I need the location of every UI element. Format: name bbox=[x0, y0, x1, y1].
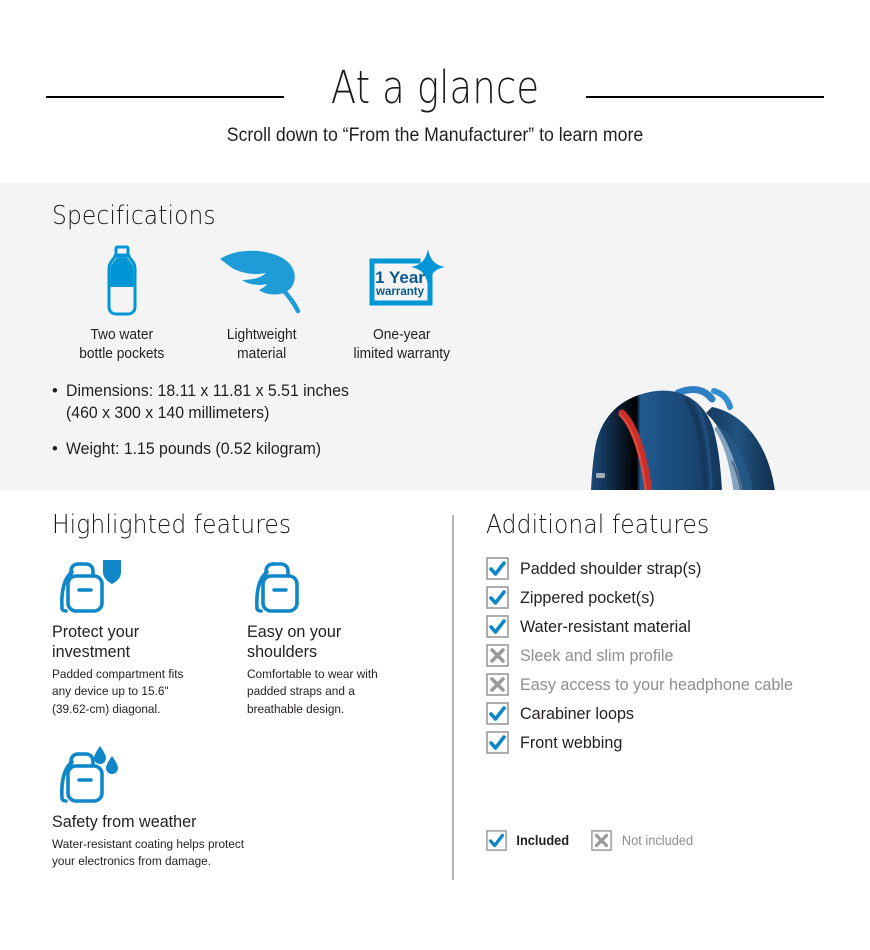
backpack-droplets-icon bbox=[52, 742, 382, 806]
checkmark-icon bbox=[486, 557, 509, 580]
legend-cross-icon bbox=[591, 830, 612, 851]
checklist-item bbox=[486, 699, 866, 728]
title-rule-right bbox=[586, 96, 824, 98]
highlighted-features-row-1 bbox=[52, 552, 442, 718]
warranty-badge-line2: warranty bbox=[376, 286, 424, 298]
bullet-dot: • bbox=[52, 382, 58, 400]
additional-features-heading: Additional features bbox=[486, 510, 710, 540]
checklist-label: Front webbing bbox=[520, 732, 623, 752]
specifications-bullet-list bbox=[52, 381, 452, 475]
feature-desc-line2: your electronics from damage. bbox=[52, 854, 212, 869]
additional-features-list bbox=[486, 554, 866, 757]
feature-desc-line2: any device up to 15.6" bbox=[52, 684, 169, 699]
specifications-icon-row bbox=[52, 245, 472, 363]
checklist-item bbox=[486, 554, 866, 583]
feature-desc-line3: breathable design. bbox=[247, 701, 345, 716]
spec-label-line1: One-year bbox=[373, 327, 431, 343]
spec-label-line2: limited warranty bbox=[353, 345, 451, 362]
checklist-label: Padded shoulder strap(s) bbox=[520, 558, 702, 578]
water-droplet bbox=[94, 746, 106, 764]
checklist-item bbox=[486, 670, 866, 699]
column-divider bbox=[452, 515, 454, 880]
checkmark-icon bbox=[486, 731, 509, 754]
legend-checkmark-icon bbox=[486, 830, 507, 851]
checkmark-icon bbox=[486, 586, 509, 609]
title-rule-left bbox=[46, 96, 284, 98]
feature-title bbox=[52, 622, 237, 662]
shield-badge bbox=[103, 560, 121, 584]
checklist-label: Zippered pocket(s) bbox=[520, 587, 655, 607]
spec-item-water-bottle bbox=[52, 245, 192, 363]
feature-desc-line1: Water-resistant coating helps protect bbox=[52, 837, 245, 852]
title-row bbox=[0, 58, 870, 116]
spec-bullet-line1: Weight: 1.15 pounds (0.52 kilogram) bbox=[66, 439, 322, 458]
feature-title-line2: investment bbox=[52, 642, 131, 662]
feature-description bbox=[52, 836, 372, 871]
water-bottle-icon bbox=[101, 245, 143, 317]
spec-label-line1: Two water bbox=[90, 327, 154, 343]
highlighted-features-row-2 bbox=[52, 742, 442, 871]
feature-easy-on-your-shoulders bbox=[247, 552, 442, 718]
checkmark-icon bbox=[486, 615, 509, 638]
feature-desc-line2: padded straps and a bbox=[247, 684, 355, 699]
spec-label-line1: Lightweight bbox=[227, 327, 297, 343]
warranty-badge-icon bbox=[358, 245, 446, 317]
feature-title bbox=[52, 812, 366, 832]
feature-safety-from-weather bbox=[52, 742, 382, 871]
spec-label-line2: bottle pockets bbox=[79, 345, 165, 362]
specifications-panel bbox=[0, 183, 870, 490]
checkmark-icon bbox=[486, 702, 509, 725]
checklist-label: Water-resistant material bbox=[520, 616, 691, 636]
bullet-dot: • bbox=[52, 439, 58, 458]
feature-title-line1: Easy on your bbox=[247, 622, 342, 641]
cross-icon bbox=[486, 644, 509, 667]
spec-bullet-line1: Dimensions: 18.11 x 11.81 x 5.51 inches bbox=[66, 382, 349, 400]
checklist-item bbox=[486, 641, 866, 670]
feature-title-line1: Safety from weather bbox=[52, 812, 197, 832]
feature-desc-line1: Padded compartment fits bbox=[52, 667, 184, 682]
specifications-heading: Specifications bbox=[52, 201, 216, 231]
checklist-item bbox=[486, 583, 866, 612]
backpack-shield-icon bbox=[52, 552, 247, 616]
warranty-badge-line1: 1 Year bbox=[375, 268, 425, 287]
header bbox=[0, 0, 870, 183]
checklist-item bbox=[486, 728, 866, 757]
feature-description bbox=[247, 666, 436, 718]
feature-title-line2: shoulders bbox=[247, 642, 318, 662]
water-droplet bbox=[106, 756, 118, 774]
feature-title-line1: Protect your bbox=[52, 622, 140, 641]
checklist-item bbox=[486, 612, 866, 641]
spec-bullet-line2: (460 x 300 x 140 millimeters) bbox=[66, 403, 270, 422]
page-title: At a glance bbox=[330, 60, 540, 114]
highlighted-features-heading: Highlighted features bbox=[52, 510, 292, 540]
legend-included-label: Included bbox=[516, 833, 570, 848]
header-subtitle: Scroll down to “From the Manufacturer” to learn more bbox=[226, 125, 644, 146]
feature-desc-line1: Comfortable to wear with bbox=[247, 667, 378, 682]
checklist-label: Easy access to your headphone cable bbox=[520, 674, 793, 694]
feature-description bbox=[52, 666, 241, 718]
feather-icon bbox=[216, 245, 308, 317]
feature-protect-your-investment bbox=[52, 552, 247, 718]
spec-item-lightweight bbox=[192, 245, 332, 363]
spec-label-water-bottle bbox=[79, 326, 164, 363]
spec-bullet-weight bbox=[52, 439, 452, 461]
checklist-label: Sleek and slim profile bbox=[520, 645, 674, 665]
feature-title bbox=[247, 622, 432, 662]
checklist-label: Carabiner loops bbox=[520, 703, 635, 723]
lower-section bbox=[0, 490, 870, 950]
spec-item-warranty bbox=[332, 245, 472, 363]
cross-icon bbox=[486, 673, 509, 696]
backpack-icon bbox=[247, 552, 442, 616]
feature-desc-line3: (39.62-cm) diagonal. bbox=[52, 701, 161, 716]
highlighted-features-grid bbox=[52, 552, 442, 871]
spec-label-line2: material bbox=[237, 345, 287, 362]
spec-label-warranty bbox=[354, 326, 450, 363]
spec-label-lightweight bbox=[227, 326, 297, 363]
checklist-legend bbox=[486, 830, 715, 851]
legend-not-included-label: Not included bbox=[621, 833, 693, 848]
spec-bullet-dimensions bbox=[52, 381, 452, 425]
